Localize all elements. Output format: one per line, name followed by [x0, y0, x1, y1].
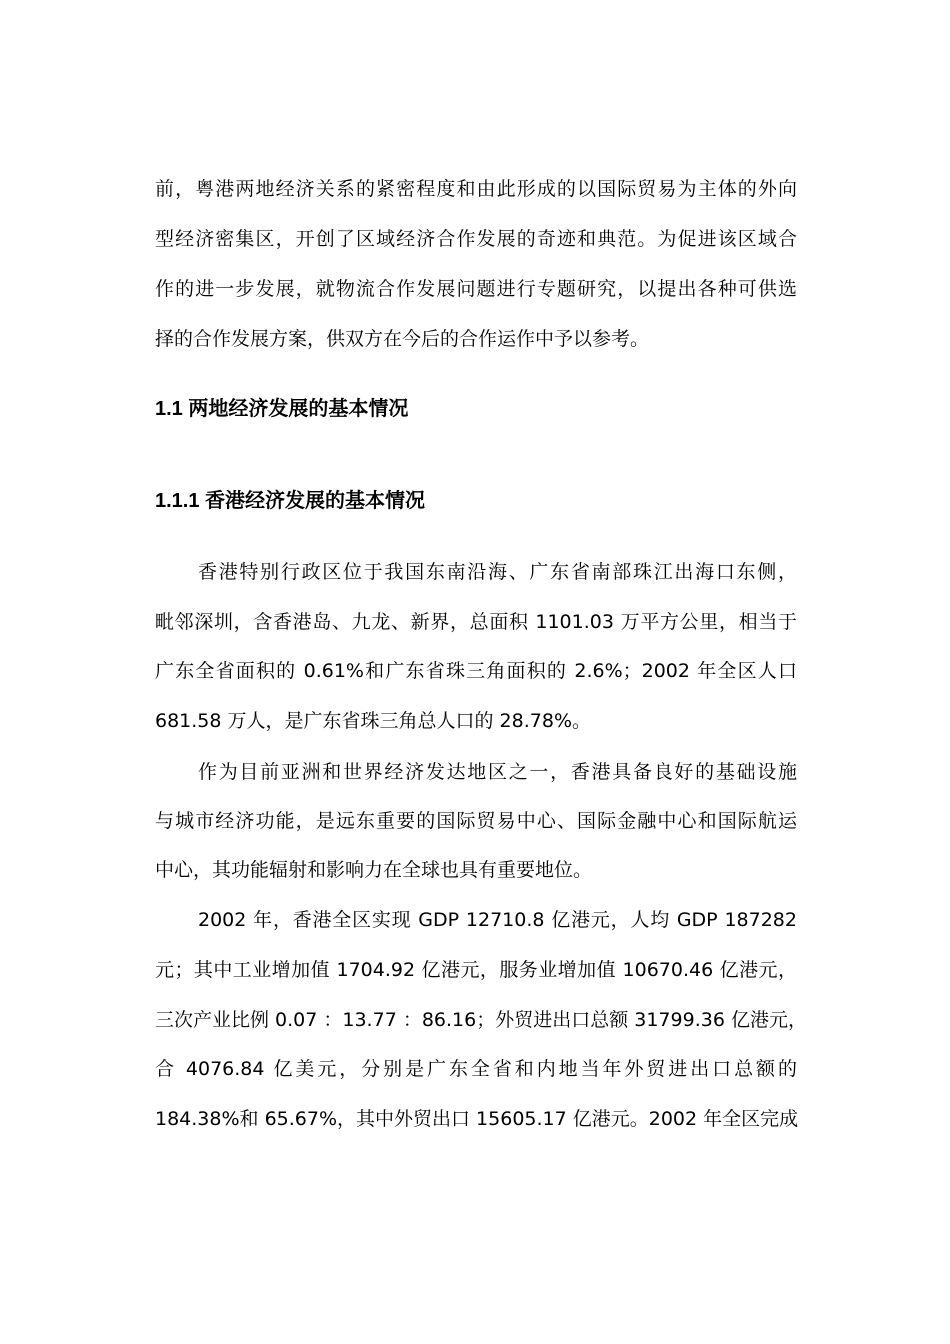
- paragraph-line: 香港特别行政区位于我国东南沿海、广东省南部珠江出海口东侧，: [198, 561, 797, 583]
- paragraph-line: 型经济密集区，开创了区域经济合作发展的奇迹和典范。为促进该区域合: [155, 228, 797, 250]
- paragraph-line: 前，粤港两地经济关系的紧密程度和由此形成的以国际贸易为主体的外向: [155, 178, 797, 200]
- paragraph-line: 681.58 万人，是广东省珠三角总人口的 28.78%。: [155, 710, 592, 732]
- paragraph-line: 作的进一步发展，就物流合作发展问题进行专题研究，以提出各种可供选: [155, 278, 797, 300]
- paragraph-line: 184.38%和 65.67%，其中外贸出口 15605.17 亿港元。2002 年全区完成: [155, 1108, 799, 1130]
- paragraph-line: 择的合作发展方案，供双方在今后的合作运作中予以参考。: [155, 328, 650, 350]
- paragraph-line: 作为目前亚洲和世界经济发达地区之一，香港具备良好的基础设施: [198, 761, 797, 783]
- paragraph-line: 合 4076.84 亿美元，分别是广东全省和内地当年外贸进出口总额的: [155, 1058, 797, 1080]
- subsection-heading: 1.1.1 香港经济发展的基本情况: [155, 490, 426, 512]
- paragraph-line: 与城市经济功能，是远东重要的国际贸易中心、国际金融中心和国际航运: [155, 810, 797, 832]
- paragraph-line: 2002 年，香港全区实现 GDP 12710.8 亿港元，人均 GDP 187282: [198, 909, 797, 931]
- section-heading: 1.1 两地经济发展的基本情况: [155, 398, 409, 420]
- paragraph-line: 中心，其功能辐射和影响力在全球也具有重要地位。: [155, 859, 593, 881]
- paragraph-line: 广东全省面积的 0.61%和广东省珠三角面积的 2.6%；2002 年全区人口: [155, 660, 797, 682]
- paragraph-line: 元；其中工业增加值 1704.92 亿港元，服务业增加值 10670.46 亿港元，: [155, 959, 797, 981]
- paragraph-line: 毗邻深圳，含香港岛、九龙、新界，总面积 1101.03 万平方公里，相当于: [155, 611, 797, 633]
- paragraph-line: 三次产业比例 0.07 ：13.77 ：86.16；外贸进出口总额 31799.36 亿港元，: [155, 1009, 807, 1031]
